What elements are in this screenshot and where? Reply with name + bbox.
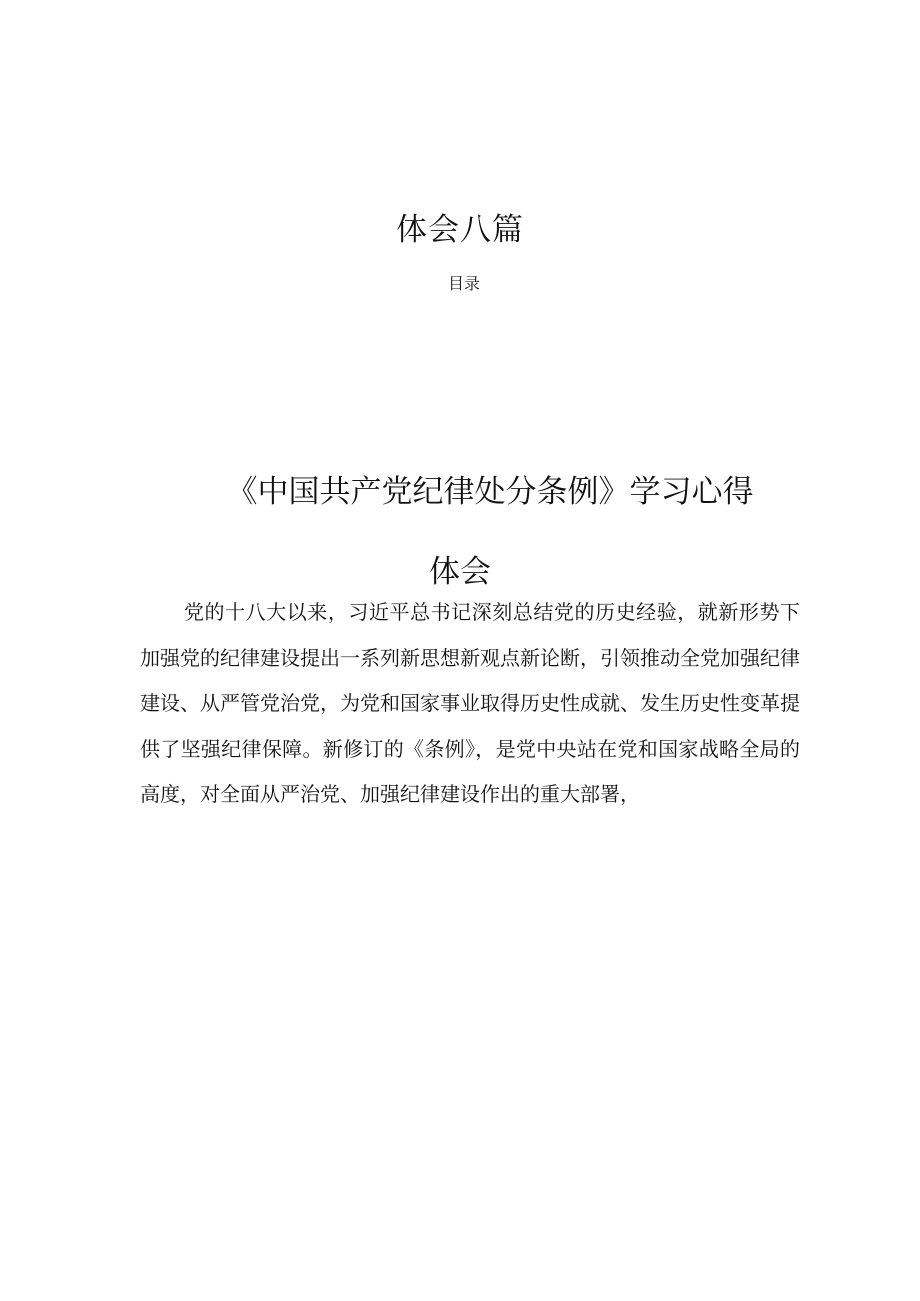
article-title — [0, 452, 920, 612]
article-title-line-1: 《中国共产党纪律处分条例》学习心得 — [226, 474, 754, 510]
article-title-line-2: 体会 — [429, 554, 491, 590]
article-paragraph: 党的十八大以来，习近平总书记深刻总结党的历史经验，就新形势下加强党的纪律建设提出一系列新思想新观点新论断，引领推动全党加强纪律建设、从严管党治党，为党和国家事业取得历史性成就、发生历史性变革提供了坚强纪律保障。新修订的《条例》，是党中央站在党和国家战略全局的高度，对全面从严治党、加强纪律建设作出的重大部署， — [140, 600, 800, 806]
toc-label: 目录 — [447, 274, 480, 293]
document-title: 体会八篇 — [396, 212, 524, 248]
